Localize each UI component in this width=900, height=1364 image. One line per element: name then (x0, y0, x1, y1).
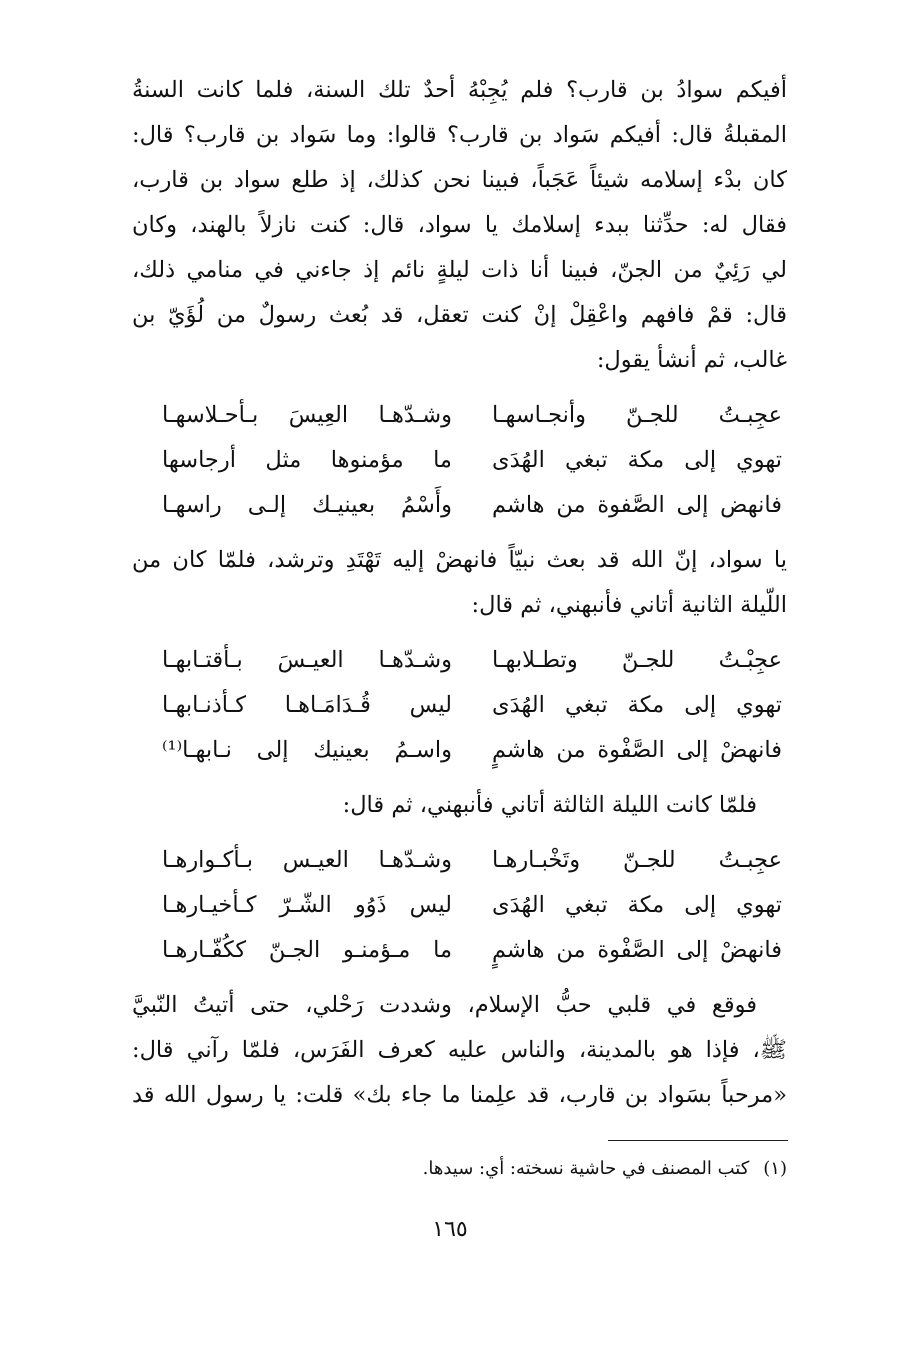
hemistich-second: ليس قُـدَامَـاهـا كـأذنـابهـا (162, 692, 452, 718)
text-line: فلمّا كانت الليلة الثالثة أتاني فأنبهني، ثم قال: (342, 792, 757, 818)
hemistich-second: ما مؤمنوها مثل أرجاسها (162, 447, 452, 473)
hemistich-first: تهوي إلى مكة تبغي الهُدَى (492, 447, 782, 473)
verse (132, 883, 787, 928)
page-body (132, 68, 787, 1118)
verse (132, 483, 787, 528)
poem-third-night (132, 838, 787, 973)
hemistich-first: تهوي إلى مكة تبغي الهُدَى (492, 692, 782, 718)
text-line: ﷺ، فإذا هو بالمدينة، والناس عليه كعرف الفَرَس، فلمّا رآني قال: (132, 1037, 787, 1063)
footnote-divider (608, 1140, 788, 1141)
verse (132, 683, 787, 728)
footnote-number: (١) (763, 1158, 787, 1179)
text-line: «مرحباً بسَواد بن قارب، قد علِمنا ما جاء بك» قلت: يا رسول الله قد (132, 1082, 787, 1108)
text-line: لي رَئِيٌ من الجنّ، فبينا أنا ذات ليلةٍ نائم إذ جاءني في منامي ذلك، (132, 257, 787, 283)
text-line: غالب، ثم أنشأ يقول: (596, 347, 787, 373)
poem-first-night (132, 393, 787, 528)
verse (132, 728, 787, 773)
verse (132, 928, 787, 973)
hemistich-second: وشـدّهـا العيـس بـأكـوارهـا (162, 847, 452, 873)
hemistich-second: وشـدّهـا العيـسَ بـأقتـابهـا (162, 647, 452, 673)
footnote-text: كتب المصنف في حاشية نسخته: أي: سيدها. (422, 1158, 750, 1179)
hemistich-first: عجِبْـتُ للجـنّ وتطـلابهـا (492, 647, 782, 673)
footnote (147, 1152, 787, 1186)
hemistich-first: فانهضْ إلى الصَّفْوة من هاشمٍ (492, 737, 782, 763)
verse (132, 838, 787, 883)
text-line: يا سواد، إنّ الله قد بعث نبيّاً فانهضْ إليه تَهْتَدِ وترشد، فلمّا كان من (132, 547, 787, 573)
text-line: فوقع في قلبي حبُّ الإسلام، وشددت رَحْلي، حتى أتيتُ النّبيَّ (132, 992, 757, 1018)
hemistich-first: فانهض إلى الصَّفوة من هاشم (492, 492, 782, 518)
hemistich-first: فانهضْ إلى الصَّفْوة من هاشمٍ (492, 937, 782, 963)
hemistich-second: واسـمُ بعينيك إلى نـابهـا⁽¹⁾ (162, 737, 452, 763)
paragraph-meeting (132, 983, 787, 1118)
poem-second-night (132, 638, 787, 773)
text-line: فقال له: حدِّثنا ببدء إسلامك يا سواد، قال: كنت نازلاً بالهند، وكان (132, 212, 787, 238)
hemistich-second: وأَسْمُ بعينيـك إلـى راسهـا (162, 492, 452, 518)
text-line: المقبلةُ قال: أفيكم سَواد بن قارب؟ قالوا: وما سَواد بن قارب؟ قال: (132, 122, 787, 148)
verse (132, 438, 787, 483)
paragraph-third-night (132, 783, 787, 828)
hemistich-second: وشـدّهـا العِيسَ بـأحـلاسهـا (162, 402, 452, 428)
text-line: أفيكم سوادُ بن قارب؟ فلم يُجِبْهُ أحدٌ تلك السنة، فلما كانت السنةُ (132, 77, 787, 103)
paragraph-intro (132, 68, 787, 383)
hemistich-first: تهوي إلى مكة تبغي الهُدَى (492, 892, 782, 918)
text-line: كان بدْء إسلامه شيئاً عَجَباً، فبينا نحن كذلك، إذ طلع سواد بن قارب، (132, 167, 787, 193)
page-number: ١٦٥ (432, 1217, 468, 1242)
hemistich-first: عجِبـتُ للجـنّ وأنجـاسهـا (492, 402, 782, 428)
verse (132, 393, 787, 438)
hemistich-first: عجِبـتُ للجـنّ وتَخْبـارهـا (492, 847, 782, 873)
text-line: اللّيلة الثانية أتاني فأنبهني، ثم قال: (471, 592, 787, 618)
hemistich-second: ليس ذَوُو الشّـرّ كـأخيـارهـا (162, 892, 452, 918)
hemistich-second: ما مـؤمنـو الجـنّ ككُفّـارهـا (162, 937, 452, 963)
verse (132, 638, 787, 683)
paragraph-second-night (132, 538, 787, 628)
text-line: قال: قمْ فافهم واعْقِلْ إنْ كنت تعقل، قد بُعث رسولٌ من لُؤَيّ بن (132, 302, 787, 328)
